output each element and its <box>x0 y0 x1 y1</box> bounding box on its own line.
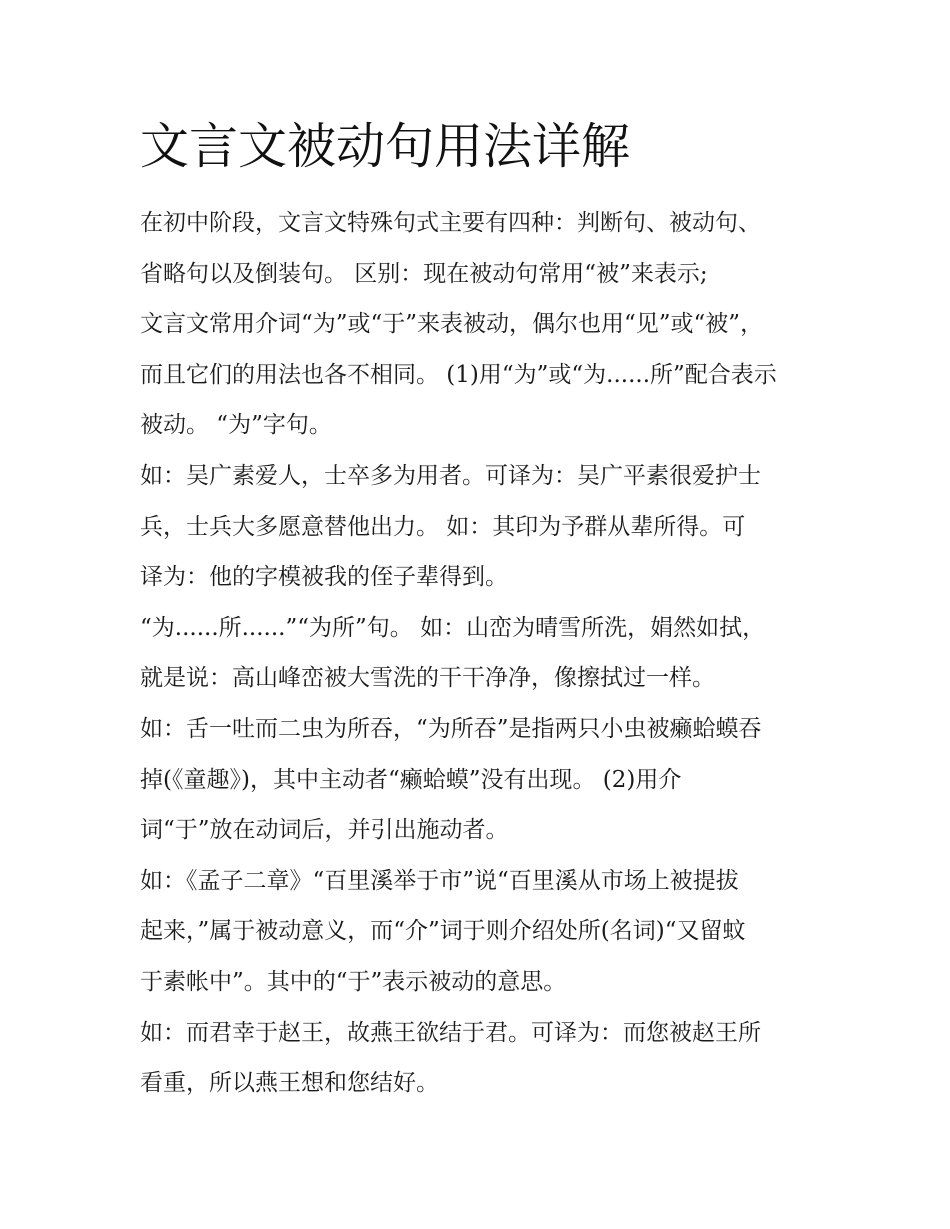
text-line: 如：《孟子二章》“百里溪举于市”说“百里溪从市场上被提拔 <box>140 867 739 894</box>
text-line: 词“于”放在动词后，并引出施动者。 <box>140 817 509 844</box>
text-line: 译为：他的字模被我的侄子辈得到。 <box>140 564 508 591</box>
text-line: 在初中阶段，文言文特殊句式主要有四种：判断句、被动句、 <box>140 210 761 236</box>
text-line: 起来，”属于被动意义，而“介”词于则介绍处所(名词)“又留蚊 <box>140 918 746 945</box>
text-line: 看重，所以燕王想和您结好。 <box>140 1070 439 1097</box>
text-line: 掉(《童趣》)，其中主动者“癞蛤蟆”没有出现。 (2)用介 <box>140 766 682 793</box>
document-body <box>140 198 825 1109</box>
text-line: 于素帐中”。其中的“于”表示被动的意思。 <box>140 968 567 995</box>
text-line: 而且它们的用法也各不相同。 (1)用“为”或“为......所”配合表示 <box>140 361 777 388</box>
text-line: 如：吴广素爱人，士卒多为用者。可译为：吴广平素很爱护士 <box>140 462 761 489</box>
text-line: 文言文常用介词“为”或“于”来表被动，偶尔也用“见”或“被”， <box>140 311 764 338</box>
text-line: 如：舌一吐而二虫为所吞，“为所吞”是指两只小虫被癞蛤蟆吞 <box>140 715 762 742</box>
text-line: 兵，士兵大多愿意替他出力。 如：其印为予群从辈所得。可 <box>140 513 746 540</box>
text-line: 被动。 “为”字句。 <box>140 412 332 439</box>
document-title: 文言文被动句用法详解 <box>140 118 631 175</box>
text-line: 省略句以及倒装句。 区别：现在被动句常用“被”来表示; <box>140 260 708 287</box>
text-line: 如：而君幸于赵王，故燕王欲结于君。可译为：而您被赵王所 <box>140 1019 761 1046</box>
text-line: “为......所......”“为所”句。 如：山峦为晴雪所洗，娟然如拭， <box>140 614 766 641</box>
text-line: 就是说：高山峰峦被大雪洗的干干净净，像擦拭过一样。 <box>140 665 715 692</box>
